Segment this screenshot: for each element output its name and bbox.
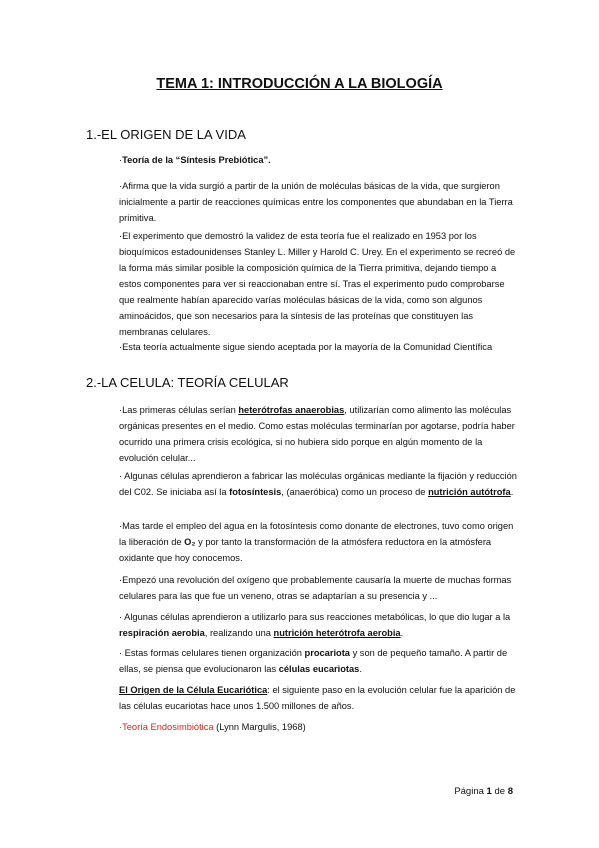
page-title: TEMA 1: INTRODUCCIÓN A LA BIOLOGÍA xyxy=(156,76,443,92)
paragraph-s1-3: ·Esta teoría actualmente sigue siendo aceptada por la mayoría de la Comunidad Científica xyxy=(119,342,493,352)
paragraph-s2-2 xyxy=(119,468,519,500)
paragraph-s1-2: ·El experimento que demostró la validez de esta teoría fue el realizado en 1953 por los bioquímicos estadounidenses Stanley L. Miller y Harold C. Urey. En el experimento se recreó de la forma más similar posible la composición química de la Tierra primitiva, dejando tiempo a estos componentes para ver si reaccionaban entre sí. Tras el experimento pudo comprobarse que realmente habían aparecido varías moléculas básicas de la vida, como son algunos aminoácidos, que son necesarios para la síntesis de las proteínas que constituyen las membranas celulares. xyxy=(119,231,516,337)
section-heading-origen-vida: 1.-EL ORIGEN DE LA VIDA xyxy=(86,127,246,142)
term-procariota: procariota xyxy=(304,648,350,658)
page-of: de xyxy=(491,786,508,797)
paragraph-s2-6 xyxy=(119,645,519,677)
total-pages: 8 xyxy=(507,786,513,797)
text-run: : el siguiente paso en la evolución celular fue la aparición de las células eucariotas hace unos 1.500 millones de años. xyxy=(119,685,516,711)
paragraph-s2-7 xyxy=(119,682,519,714)
paragraph-s2-1 xyxy=(119,402,519,466)
paragraph-s2-8 xyxy=(119,719,519,735)
paragraph-s2-5 xyxy=(119,609,519,641)
text-run: · Algunas células aprendieron a utilizarlo para sus reacciones metabólicas, lo que dio lugar a la xyxy=(119,612,511,622)
paragraph-s1-1: ·Afirma que la vida surgió a partir de la unión de moléculas básicas de la vida, que surgieron inicialmente a partir de reacciones químicas entre los componentes que abundaban en la Tierra primitiva. xyxy=(119,181,513,223)
term-o2: O₂ xyxy=(184,537,196,547)
term-heterotrofas-anaerobias: heterótrofas anaerobias xyxy=(238,405,345,415)
term-respiracion-aerobia: respiración aerobia xyxy=(119,628,205,638)
term-nutricion-autotrofa: nutrición autótrofa xyxy=(428,487,511,497)
text-run: ·Mas tarde el empleo del agua en la fotosíntesis como donante de electrones, tuvo como origen la liberación de xyxy=(119,521,514,547)
term-fotosintesis: fotosíntesis xyxy=(229,487,282,497)
text-run: (Lynn Margulis, 1968) xyxy=(213,722,306,732)
text-run: · Algunas células aprendieron a fabricar las moléculas orgánicas mediante la fijación y reducción del C02. Se iniciaba así la xyxy=(119,471,517,497)
paragraph-s2-4: ·Empezó una revolución del oxígeno que probablemente causaría la muerte de muchas formas celulares para las que fue un veneno, otras se adaptarían a su presencia y ... xyxy=(119,575,512,601)
text-run: . xyxy=(359,664,362,674)
page-label: Página xyxy=(454,786,487,797)
text-run: y son de pequeño tamaño. A partir de ellas, se piensa que evolucionaron las xyxy=(119,648,508,674)
text-run: , utilizarían como alimento las moléculas orgánicas presentes en el medio. Como estas moléculas terminarían por agotarse, podría haber ocurrido una primera crisis ecológica, si no hubiera sido porque en algún momento de la evolución celular... xyxy=(119,405,515,463)
term-celulas-eucariotas: células eucariotas xyxy=(278,664,360,674)
section-heading-celula: 2.-LA CELULA: TEORÍA CELULAR xyxy=(86,375,289,390)
text-run: · Estas formas celulares tienen organización xyxy=(119,648,305,658)
text-run: y por tanto la transformación de la atmósfera reductora en la atmósfera oxidante que hoy conocemos. xyxy=(119,537,492,563)
text-run: . xyxy=(510,487,514,497)
page-number xyxy=(454,786,513,797)
term-teoria-endosimbiotica: ·Teoría Endosimbiótica xyxy=(119,722,214,732)
text-run: , realizando una xyxy=(204,628,274,638)
theory-name: Teoría de la “Síntesis Prebiótica”. xyxy=(122,155,271,165)
text-run: ·Las primeras células serían xyxy=(119,405,239,415)
text-run: , (anaeróbica) como un proceso de xyxy=(281,487,429,497)
bullet: · xyxy=(119,155,123,165)
paragraph-s2-3 xyxy=(119,518,519,566)
term-nutricion-heterotrofa-aerobia: nutrición heterótrofa aerobia xyxy=(273,628,401,638)
text-run: . xyxy=(400,628,404,638)
theory-label xyxy=(119,152,519,168)
term-origen-celula-eucariotica: El Origen de la Célula Eucariótica xyxy=(119,685,268,695)
current-page: 1 xyxy=(486,786,492,797)
